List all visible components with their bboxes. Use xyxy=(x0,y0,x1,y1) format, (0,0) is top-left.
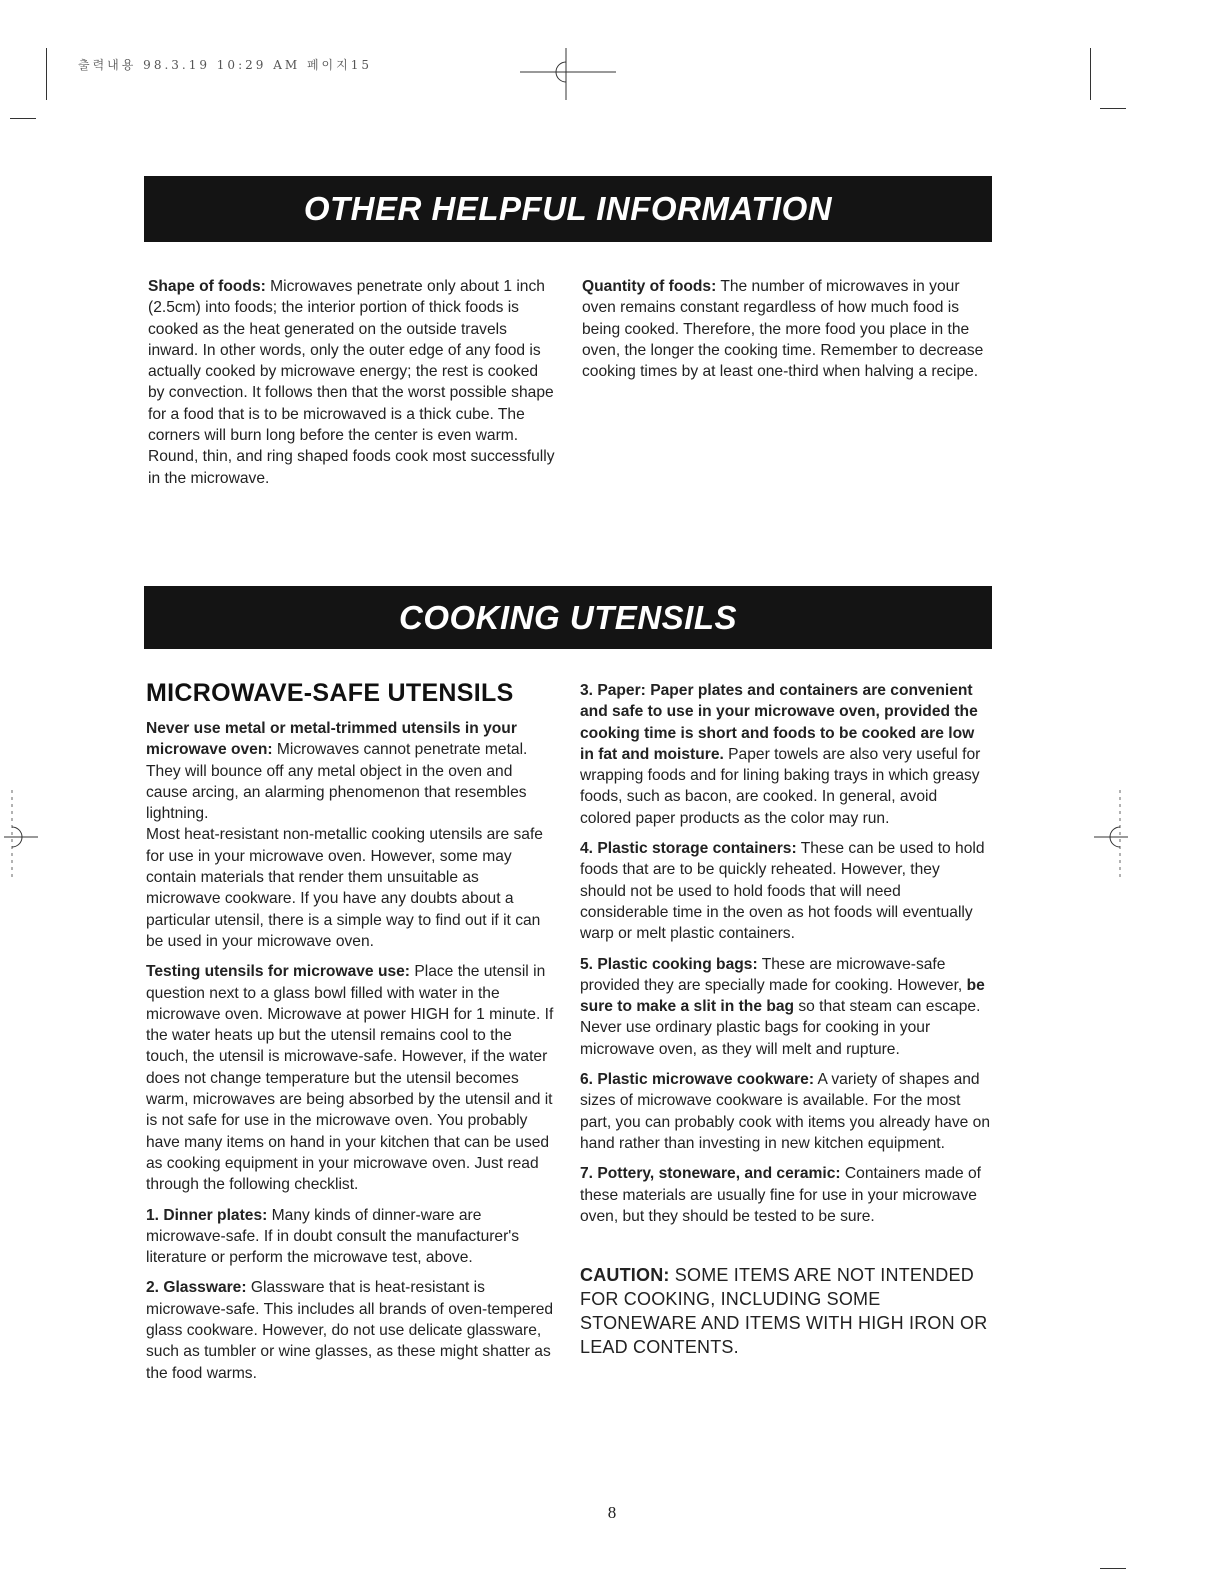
caution-notice xyxy=(580,1263,990,1359)
item3-text: Paper towels are also very useful for wrapping foods and for lining baking trays in which greasy foods, such as bacon, are cooked. In general, avoid colored paper products as the color may run. xyxy=(580,745,981,827)
never-metal-text: Microwaves cannot penetrate metal. They will bounce off any metal object in the oven and cause arcing, an alarming phenomenon that resembles lightning. xyxy=(146,741,528,823)
quantity-text: The number of microwaves in your oven remains constant regardless of how much food is being cooked. Therefore, the more food you place in the oven, the longer the cooking time. Remember to decrease cooking times by at least one-third when halving a recipe. xyxy=(582,278,984,381)
crop-mark-bottom-right xyxy=(1100,1568,1126,1569)
registration-mark-right xyxy=(1094,790,1128,880)
section-title-other-helpful-information: OTHER HELPFUL INFORMATION xyxy=(144,176,992,242)
item3-label: 3. Paper: Paper plates and containers are convenient and safe to use in your microwave oven, provided the cooking time is short and foods to be cooked are low in fat and moisture. xyxy=(580,682,978,763)
caution-label: CAUTION: xyxy=(580,1265,670,1286)
item2-text: Glassware that is heat-resistant is microwave-safe. This includes all brands of oven-tempered glass cookware. However, do not use delicate glassware, such as tumbler or wine glasses, as these might shatter as the food warms. xyxy=(146,1279,554,1382)
item5-label: 5. Plastic cooking bags: xyxy=(580,955,758,973)
item2-label: 2. Glassware: xyxy=(146,1279,247,1297)
quantity-label: Quantity of foods: xyxy=(582,278,717,295)
item6-label: 6. Plastic microwave cookware: xyxy=(580,1071,815,1089)
quantity-of-foods-paragraph xyxy=(582,276,990,391)
crop-mark-left-h xyxy=(10,118,36,119)
section-title-cooking-utensils: COOKING UTENSILS xyxy=(144,586,992,649)
item5-text-a: These are microwave-safe provided they are specially made for cooking. However, xyxy=(580,955,967,994)
most-heat-resistant-text: Most heat-resistant non-metallic cooking utensils are safe for use in your microwave oven. However, some may contain materials that render them unsuitable as microwave cookware. If you have any doubts about a particular utensil, there is a simple way to find out if it can be used in your microwave oven. xyxy=(146,826,543,950)
microwave-safe-utensils-heading: MICROWAVE-SAFE UTENSILS xyxy=(146,679,514,707)
item7-label: 7. Pottery, stoneware, and ceramic: xyxy=(580,1165,841,1183)
item5-bold-mid: be sure to make a slit in the bag xyxy=(580,976,985,1016)
item7-text: Containers made of these materials are usually fine for use in your microwave oven, but they should be tested to be sure. xyxy=(580,1165,981,1225)
crop-mark-left xyxy=(46,48,47,100)
left-column xyxy=(146,678,556,1393)
never-metal-label: Never use metal or metal-trimmed utensils in your microwave oven: xyxy=(146,720,517,759)
caution-text: SOME ITEMS ARE NOT INTENDED FOR COOKING, INCLUDING SOME STONEWARE AND ITEMS WITH HIGH IRON OR LEAD CONTENTS. xyxy=(580,1265,988,1358)
shape-text: Microwaves penetrate only about 1 inch (2.5cm) into foods; the interior portion of thick foods is cooked as the heat generated on the outside travels inward. In other words, only the outer edge of any food is actually cooked by microwave energy; the rest is cooked by convection. It follows then that the worst possible shape for a food that is to be microwaved is a thick cube. The corners will burn long before the center is even warm. Round, thin, and ring shaped foods cook most successfully in the microwave. xyxy=(148,278,555,487)
registration-mark-left xyxy=(4,790,38,880)
testing-text: Place the utensil in question next to a glass bowl filled with water in the microwave oven. Microwave at power HIGH for 1 minute. If the water heats up but the utensil remains cool to the touch, the utensil is microwave-safe. However, if the water does not change temperature but the utensil becomes warm, microwaves are being absorbed by the utensil and it is not safe for use in the microwave oven. You probably have many items on hand in your kitchen that can be used as cooking equipment in your microwave oven. Just read through the following checklist. xyxy=(146,963,554,1194)
item1-text: Many kinds of dinner-ware are microwave-safe. If in doubt consult the manufacturer's literature or perform the microwave test, above. xyxy=(146,1206,520,1267)
item5-text-b: so that steam can escape. Never use ordinary plastic bags for cooking in your microwave oven, as they will melt and rupture. xyxy=(580,998,981,1058)
crop-mark-right-h xyxy=(1100,108,1126,109)
shape-of-foods-paragraph xyxy=(148,276,556,498)
print-header: 출력내용 98.3.19 10:29 AM 페이지15 xyxy=(78,58,373,72)
right-column xyxy=(580,680,990,1359)
page-number: 8 xyxy=(607,1503,617,1522)
testing-label: Testing utensils for microwave use: xyxy=(146,963,411,981)
item1-label: 1. Dinner plates: xyxy=(146,1206,268,1224)
item4-label: 4. Plastic storage containers: xyxy=(580,840,797,858)
item6-text: A variety of shapes and sizes of microwave cookware is available. For the most part, you can probably cook with items you already have on hand rather than investing in new kitchen equipment. xyxy=(580,1071,990,1152)
registration-mark-top xyxy=(520,48,616,100)
crop-mark-right xyxy=(1090,48,1091,100)
item4-text: These can be used to hold foods that are to be quickly reheated. However, they should not be used to hold foods that will need considerable time in the oven as hot foods will eventually warp or melt plastic containers. xyxy=(580,840,985,943)
shape-label: Shape of foods: xyxy=(148,278,266,295)
